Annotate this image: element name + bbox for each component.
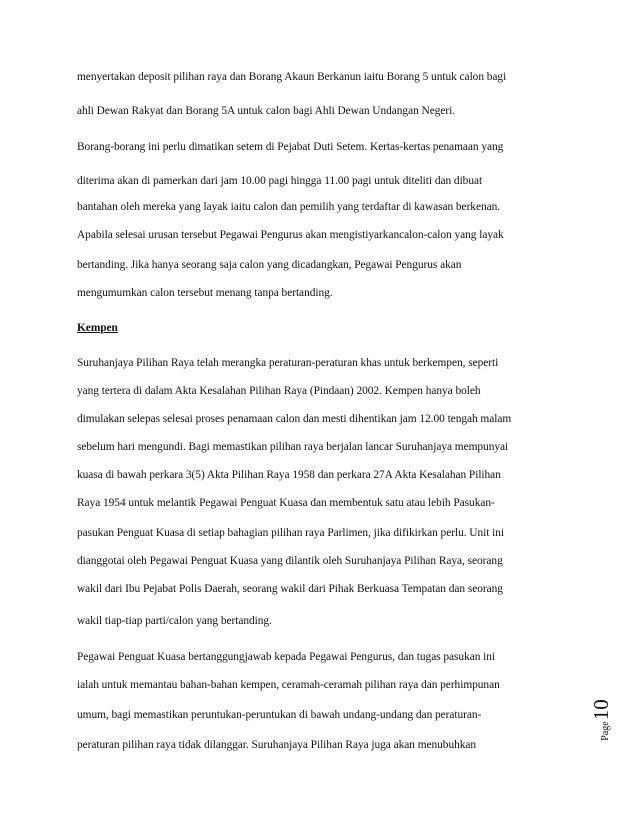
text-line: peraturan pilihan raya tidak dilanggar. Suruhanjaya Pilihan Raya juga akan menubuhkan bbox=[77, 739, 477, 751]
text-line: Borang-borang ini perlu dimatikan setem di Pejabat Duti Setem. Kertas-kertas penamaan yang bbox=[77, 141, 504, 153]
text-line: pasukan Penguat Kuasa di setiap bahagian pilihan raya Parlimen, jika difikirkan perlu. Unit ini bbox=[77, 527, 505, 539]
text-line: Suruhanjaya Pilihan Raya telah merangka peraturan-peraturan khas untuk berkempen, seperti bbox=[77, 357, 499, 369]
text-line: sebelum hari mengundi. Bagi memastikan pilihan raya berjalan lancar Suruhanjaya mempunyai bbox=[77, 441, 509, 453]
text-line: menyertakan deposit pilihan raya dan Borang Akaun Berkanun iaitu Borang 5 untuk calon bagi bbox=[77, 71, 507, 83]
text-line: dianggotai oleh Pegawai Penguat Kuasa yang dilantik oleh Suruhanjaya Pilihan Raya, seorang bbox=[77, 555, 503, 567]
text-line: ahli Dewan Rakyat dan Borang 5A untuk calon bagi Ahli Dewan Undangan Negeri. bbox=[77, 105, 456, 117]
text-line: bantahan oleh mereka yang layak iaitu calon dan pemilih yang terdaftar di kawasan berkenan. bbox=[77, 201, 501, 213]
text-line: Apabila selesai urusan tersebut Pegawai Pengurus akan mengistiyarkancalon-calon yang layak bbox=[77, 229, 504, 241]
section-heading: Kempen bbox=[77, 322, 118, 334]
text-line: yang tertera di dalam Akta Kesalahan Pilihan Raya (Pindaan) 2002. Kempen hanya boleh bbox=[77, 385, 481, 397]
text-line: diterima akan di pamerkan dari jam 10.00 pagi hingga 11.00 pagi untuk diteliti dan dibuat bbox=[77, 175, 483, 187]
text-line: umum, bagi memastikan peruntukan-peruntukan di bawah undang-undang dan peraturan- bbox=[77, 709, 482, 721]
text-line: Pegawai Penguat Kuasa bertanggungjawab kepada Pegawai Pengurus, dan tugas pasukan ini bbox=[77, 651, 496, 663]
text-line: wakil dari Ibu Pejabat Polis Daerah, seorang wakil dari Pihak Berkuasa Tempatan dan seorang bbox=[77, 583, 503, 595]
page-number-label: Page bbox=[600, 721, 611, 741]
text-line: Raya 1954 untuk melantik Pegawai Penguat Kuasa dan membentuk satu atau lebih Pasukan- bbox=[77, 497, 495, 509]
page-number-value: 10 bbox=[589, 699, 613, 721]
text-line: dimulakan selepas selesai proses penamaan calon dan mesti dihentikan jam 12.00 tengah malam bbox=[77, 413, 512, 425]
text-line: ialah untuk memantau bahan-bahan kempen, ceramah-ceramah pilihan raya dan perhimpunan bbox=[77, 679, 500, 691]
text-line: kuasa di bawah perkara 3(5) Akta Pilihan Raya 1958 dan perkara 27A Akta Kesalahan Pilihan bbox=[77, 469, 501, 481]
text-line: mengumumkan calon tersebut menang tanpa bertanding. bbox=[77, 287, 333, 299]
text-line: bertanding. Jika hanya seorang saja calon yang dicadangkan, Pegawai Pengurus akan bbox=[77, 259, 462, 271]
page-number bbox=[589, 699, 629, 741]
text-line: wakil tiap-tiap parti/calon yang bertanding. bbox=[77, 615, 272, 627]
